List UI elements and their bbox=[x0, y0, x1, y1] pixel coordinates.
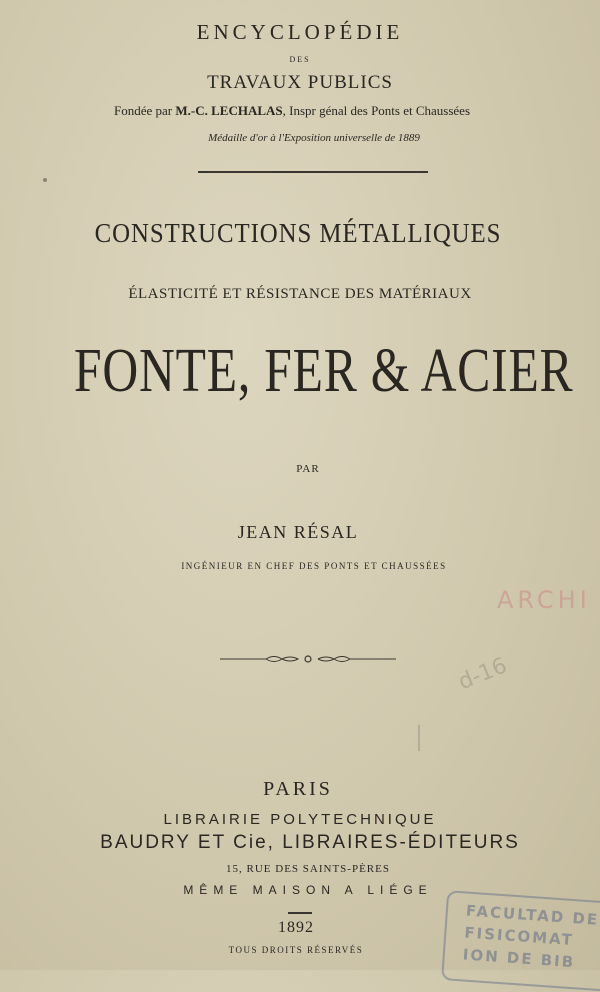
library-stamp bbox=[441, 890, 600, 992]
imprint-rights: TOUS DROITS RÉSERVÉS bbox=[228, 945, 364, 955]
imprint-address: 15, RUE DES SAINTS-PÈRES bbox=[226, 863, 390, 875]
divider-rule bbox=[198, 171, 428, 173]
pencil-mark bbox=[418, 725, 420, 751]
imprint-city: PARIS bbox=[263, 778, 333, 800]
founder-line bbox=[0, 103, 592, 119]
imprint-publisher-editors: BAUDRY ET Cie, LIBRAIRES-ÉDITEURS bbox=[100, 832, 520, 853]
author-name: JEAN RÉSAL bbox=[237, 522, 359, 542]
series-title: ENCYCLOPÉDIE bbox=[196, 20, 404, 44]
imprint-publisher: LIBRAIRIE POLYTECHNIQUE bbox=[163, 811, 437, 828]
founder-prefix: Fondée par bbox=[113, 103, 173, 118]
library-stamp-line1: FACULTAD DE bbox=[465, 901, 600, 929]
imprint-liege: MÊME MAISON A LIÉGE bbox=[183, 883, 433, 897]
founder-suffix: , Inspr génal des Ponts et Chaussées bbox=[282, 103, 471, 118]
founder-name: M.-C. LECHALAS bbox=[175, 103, 283, 118]
book-big-title: FONTE, FER & ACIER bbox=[74, 337, 574, 405]
book-main-title: CONSTRUCTIONS MÉTALLIQUES bbox=[94, 218, 502, 248]
book-subtitle: ÉLASTICITÉ ET RÉSISTANCE DES MATÉRIAUX bbox=[128, 286, 472, 302]
series-des: DES bbox=[289, 55, 311, 64]
ink-spot bbox=[43, 178, 47, 182]
ornament-flourish bbox=[220, 652, 396, 666]
handwritten-code: d-16 bbox=[455, 653, 511, 696]
author-title: INGÉNIEUR EN CHEF DES PONTS ET CHAUSSÉES bbox=[181, 561, 447, 571]
library-stamp-line2: FISICOMAT bbox=[463, 923, 575, 950]
imprint-year: 1892 bbox=[278, 919, 314, 936]
library-stamp-line3: ION DE BIB bbox=[462, 945, 576, 972]
stamp-archive-text: ARCHI bbox=[497, 586, 591, 614]
series-subtitle: TRAVAUX PUBLICS bbox=[207, 72, 393, 93]
par-label: PAR bbox=[296, 463, 320, 475]
small-rule bbox=[288, 912, 312, 914]
medal-line: Médaille d'or à l'Exposition universelle de 1889 bbox=[208, 132, 420, 144]
